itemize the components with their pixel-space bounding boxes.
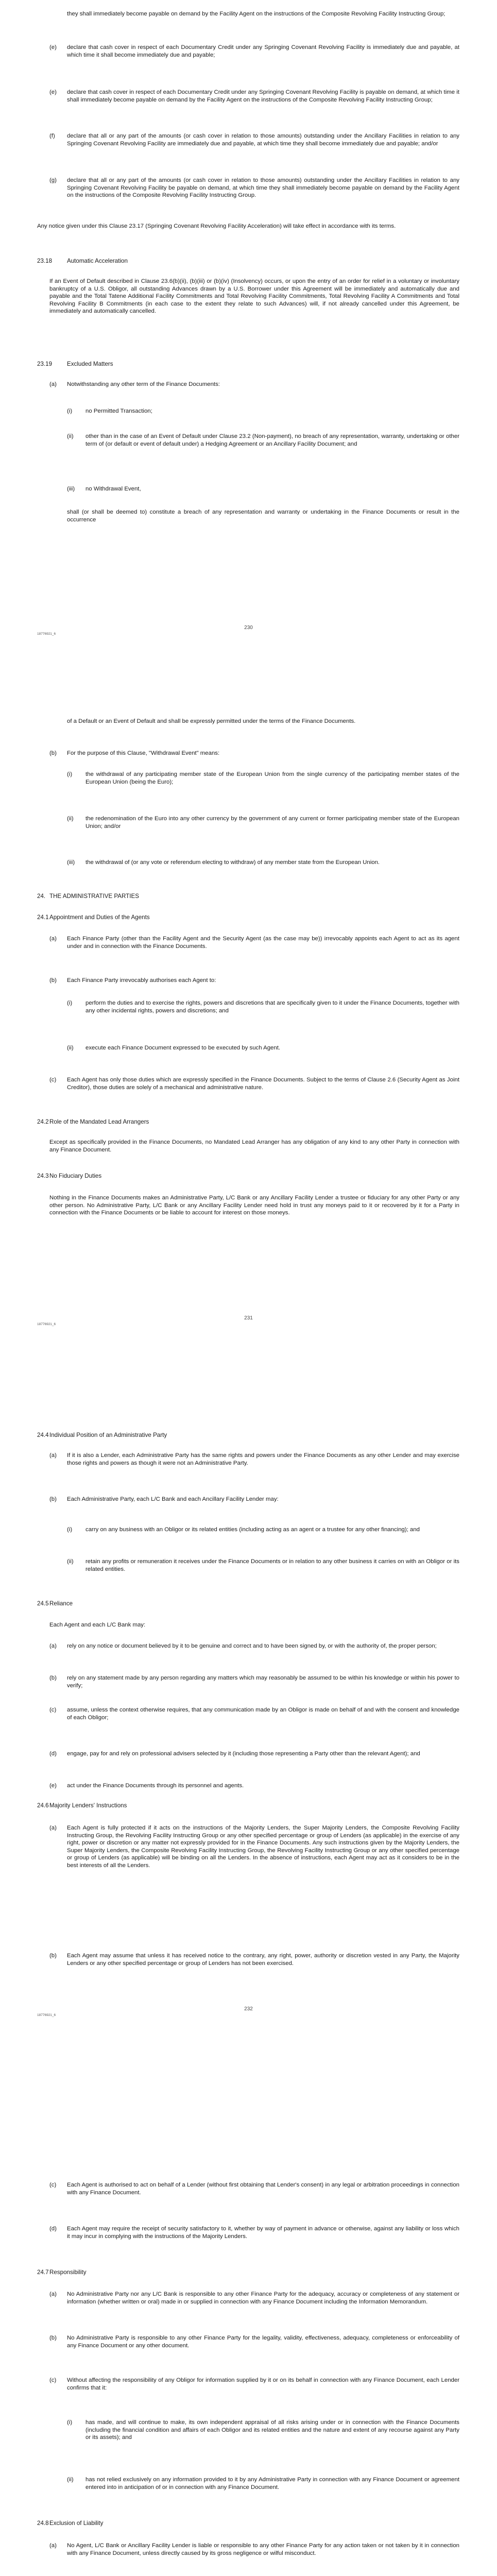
section-heading: 24.4	[37, 1432, 49, 1438]
item-label: (b)	[49, 2335, 57, 2341]
item-label: (e)	[49, 89, 57, 95]
document-reference: 18776921_6	[37, 1323, 56, 1326]
section-heading: 23.19	[37, 361, 53, 367]
document-reference: 18776921_6	[37, 2013, 56, 2017]
item-label: (b)	[49, 1496, 57, 1502]
paragraph: Each Finance Party irrevocably authorises each Agent to:	[67, 977, 216, 984]
item-label: (ii)	[67, 1558, 74, 1565]
item-label: (b)	[49, 1953, 57, 1959]
paragraph: carry on any business with an Obligor or its related entities (including acting as an agent or a trustee for any other financing); and	[85, 1527, 420, 1533]
item-label: (f)	[49, 133, 55, 139]
paragraph: retain any profits or remuneration it receives under the Finance Documents or in relation to any other business it carries on with an Obligor or its related entities.	[85, 1558, 459, 1572]
paragraph: If an Event of Default described in Clause 23.6(b)(ii), (b)(iii) or (b)(iv) (Insolvency) occurs, or upon the entry of an order for relief in a voluntary or involuntary bankruptcy of a U.S. Obligor, all outstanding Advances drawn by a U.S. Borrower under this Agreement will be immediately and automatically due and payable and the Total Tatene Additional Facility Commitments and Total Revolving Facility Commitments, Total Revolving Facility A Commitments and Total Revolving Facility B Commitments (in each case to the extent they relate to such Advances) will, if not already cancelled under this Agreement, be immediately and automatically cancelled.	[49, 278, 459, 315]
section-heading: Responsibility	[49, 2269, 87, 2276]
item-label: (c)	[49, 1707, 57, 1713]
section-heading: 24.5	[37, 1600, 49, 1607]
item-label: (ii)	[67, 1045, 74, 1051]
section-heading: 24.2	[37, 1118, 49, 1125]
section-heading: Exclusion of Liability	[49, 2520, 104, 2527]
section-heading: 24.	[37, 893, 46, 900]
paragraph: has made, and will continue to make, its own independent appraisal of all risks arising under or in connection with the Finance Documents (including the financial condition and affairs of each Obligor and its related entities and the nature and extent of any recourse against any Party or its assets); and	[85, 2419, 459, 2441]
item-label: (c)	[49, 2377, 57, 2383]
paragraph: No Agent, L/C Bank or Ancillary Facility Lender is liable or responsible to any other Finance Party for any action taken or not taken by it in connection with any Finance Document, unless directly caused by its gross negligence or wilful misconduct.	[67, 2543, 459, 2556]
paragraph: Each Agent is authorised to act on behalf of a Lender (without first obtaining that Lender's consent) in any legal or arbitration proceedings in connection with any Finance Document.	[67, 2182, 459, 2196]
page-number: 232	[244, 2006, 253, 2012]
section-heading: 24.6	[37, 1802, 49, 1809]
item-label: (ii)	[67, 816, 74, 822]
paragraph: no Withdrawal Event,	[85, 486, 141, 492]
paragraph: Each Agent is fully protected if it acts on the instructions of the Majority Lenders, the Super Majority Lenders, the Composite Revolving Facility Instructing Group, the Revolving Facility Instructing Group or any other specified percentage or group of Lenders (as applicable) in the exercise of any right, power or discretion or any matter not expressly provided for in the Finance Documents. Any such instructions given by the Majority Lenders, the Super Majority Lenders, the Composite Revolving Facility Instructing Group, the Revolving Facility Instructing Group or any other specified percentage or group of Lenders (as applicable) will be binding on all the Lenders. In the absence of instructions, each Agent may act as it considers to be in the best interests of all the Lenders.	[67, 1825, 459, 1869]
paragraph: they shall immediately become payable on demand by the Facility Agent on the instructions of the Composite Revolving Facility Instructing Group;	[67, 11, 445, 17]
item-label: (iii)	[67, 486, 75, 492]
section-heading: No Fiduciary Duties	[49, 1173, 102, 1179]
paragraph: the withdrawal of (or any vote or referendum electing to withdraw) of any member state from the European Union.	[85, 859, 380, 866]
item-label: (b)	[49, 750, 57, 756]
paragraph: No Administrative Party is responsible to any other Finance Party for the legality, validity, effectiveness, adequacy, completeness or enforceability of any Finance Document or any other document.	[67, 2335, 459, 2349]
item-label: (c)	[49, 1077, 57, 1083]
item-label: (a)	[49, 1643, 57, 1649]
document-reference: 18776921_6	[37, 632, 56, 636]
item-label: (i)	[67, 1527, 73, 1533]
paragraph: Without affecting the responsibility of any Obligor for information supplied by it or on its behalf in connection with any Finance Document, each Lender confirms that it:	[67, 2377, 459, 2391]
item-label: (iii)	[67, 859, 75, 866]
item-label: (a)	[49, 1825, 57, 1831]
paragraph: act under the Finance Documents through its personnel and agents.	[67, 1783, 244, 1789]
item-label: (a)	[49, 381, 57, 387]
section-heading: Appointment and Duties of the Agents	[49, 914, 150, 921]
item-label: (g)	[49, 177, 57, 183]
paragraph: perform the duties and to exercise the rights, powers and discretions that are specifically given to it under the Finance Documents, together with any other incidental rights, powers and discretions; and	[85, 1000, 459, 1014]
item-label: (e)	[49, 1783, 57, 1789]
item-label: (b)	[49, 977, 57, 984]
paragraph: declare that all or any part of the amounts (or cash cover in relation to those amounts) outstanding under the Ancillary Facilities in relation to any Springing Covenant Revolving Facility are immediately due and payable, at which time they shall become immediately due and payable; and/or	[67, 133, 459, 147]
section-heading: Automatic Acceleration	[67, 258, 128, 264]
item-label: (i)	[67, 408, 73, 414]
section-heading: Individual Position of an Administrative Party	[49, 1432, 167, 1438]
item-label: (i)	[67, 2419, 73, 2426]
section-heading: Role of the Mandated Lead Arrangers	[49, 1118, 149, 1125]
item-label: (a)	[49, 1452, 57, 1459]
section-heading: 23.18	[37, 258, 53, 264]
paragraph: rely on any notice or document believed by it to be genuine and correct and to have been signed by, or with the authority of, the proper person;	[67, 1643, 437, 1649]
section-heading: 24.1	[37, 914, 49, 921]
page-number: 230	[244, 625, 253, 631]
item-label: (c)	[49, 2182, 57, 2188]
item-label: (ii)	[67, 433, 74, 439]
item-label: (d)	[49, 2226, 57, 2232]
paragraph: Each Finance Party (other than the Facility Agent and the Security Agent (as the case may be)) irrevocably appoints each Agent to act as its agent under and in connection with the Finance Documents.	[67, 936, 459, 950]
paragraph: no Permitted Transaction;	[85, 408, 152, 414]
paragraph: If it is also a Lender, each Administrative Party has the same rights and powers under the Finance Documents as any other Lender and may exercise those rights and powers as though it were not an Administrative Party.	[67, 1452, 459, 1466]
section-heading: THE ADMINISTRATIVE PARTIES	[49, 893, 139, 900]
paragraph: declare that cash cover in respect of each Documentary Credit under any Springing Covenant Revolving Facility is immediately due and payable, at which time it shall become immediately due and payable;	[67, 44, 459, 58]
section-heading: Excluded Matters	[67, 361, 113, 367]
section-heading: Majority Lenders' Instructions	[49, 1802, 127, 1809]
paragraph: Each Agent and each L/C Bank may:	[49, 1622, 146, 1628]
paragraph: has not relied exclusively on any information provided to it by any Administrative Party in connection with any Finance Document or agreement entered into in anticipation of or in connection with any Finance Document.	[85, 2477, 459, 2490]
paragraph: Each Agent may require the receipt of security satisfactory to it, whether by way of payment in advance or otherwise, against any liability or loss which it may incur in complying with the instructions of the Majority Lenders.	[67, 2226, 459, 2240]
paragraph: Except as specifically provided in the Finance Documents, no Mandated Lead Arranger has any obligation of any kind to any other Party in connection with any Finance Document.	[49, 1139, 459, 1153]
paragraph: the redenomination of the Euro into any other currency by the government of any current or former participating member state of the European Union; and/or	[85, 816, 459, 829]
item-label: (b)	[49, 1675, 57, 1681]
section-heading: 24.8	[37, 2520, 49, 2527]
paragraph: rely on any statement made by any person regarding any matters which may reasonably be assumed to be within his knowledge or within his power to verify;	[67, 1675, 459, 1689]
section-heading: 24.3	[37, 1173, 49, 1179]
paragraph: assume, unless the context otherwise requires, that any communication made by an Obligor is made on behalf of and with the consent and knowledge of each Obligor;	[67, 1707, 459, 1721]
paragraph: Each Agent may assume that unless it has received notice to the contrary, any right, power, authority or discretion vested in any Party, the Majority Lenders or any other specified percentage or group of Lenders has not been exercised.	[67, 1953, 459, 1967]
item-label: (a)	[49, 2543, 57, 2549]
paragraph: Nothing in the Finance Documents makes an Administrative Party, L/C Bank or any Ancillary Facility Lender a trustee or fiduciary for any other Party or any other person. No Administrative Party, L/C Bank or any Ancillary Facility Lender need hold in trust any moneys paid to it or recovered by it for a Party in connection with the Finance Documents or be liable to account for interest on those moneys.	[49, 1195, 459, 1216]
paragraph: other than in the case of an Event of Default under Clause 23.2 (Non-payment), no breach of any representation, warranty, undertaking or other term of (or default or event of default under) a Hedging Agreement or an Ancillary Facility Document; and	[85, 433, 459, 447]
paragraph: declare that all or any part of the amounts (or cash cover in relation to those amounts) outstanding under the Ancillary Facilities in relation to any Springing Covenant Revolving Facility be payable on demand, at which time they shall immediately become payable on demand by the Facility Agent on the instructions of the Composite Revolving Facility Instructing Group.	[67, 177, 459, 199]
paragraph: Each Administrative Party, each L/C Bank and each Ancillary Facility Lender may:	[67, 1496, 279, 1502]
paragraph: engage, pay for and rely on professional advisers selected by it (including those representing a Party other than the relevant Agent); and	[67, 1751, 420, 1757]
paragraph: Notwithstanding any other term of the Finance Documents:	[67, 381, 220, 387]
item-label: (d)	[49, 1751, 57, 1757]
item-label: (i)	[67, 1000, 73, 1006]
paragraph: No Administrative Party nor any L/C Bank is responsible to any other Finance Party for the adequacy, accuracy or completeness of any statement or information (whether written or oral) made in or supplied in connection with any Finance Document including the Information Memorandum.	[67, 2291, 459, 2305]
paragraph: execute each Finance Document expressed to be executed by such Agent.	[85, 1045, 281, 1051]
item-label: (i)	[67, 771, 73, 777]
item-label: (a)	[49, 2291, 57, 2297]
item-label: (a)	[49, 936, 57, 942]
paragraph: Each Agent has only those duties which are expressly specified in the Finance Documents. Subject to the terms of Clause 2.6 (Security Agent as Joint Creditor), those duties are solely of a mechanical and administrative nature.	[67, 1077, 459, 1091]
page-number: 231	[244, 1315, 253, 1321]
item-label: (ii)	[67, 2477, 74, 2483]
item-label: (e)	[49, 44, 57, 50]
paragraph: For the purpose of this Clause, "Withdrawal Event" means:	[67, 750, 220, 756]
paragraph: the withdrawal of any participating member state of the European Union from the single currency of the participating member states of the European Union (being the Euro);	[85, 771, 459, 785]
section-heading: Reliance	[49, 1600, 73, 1607]
paragraph: of a Default or an Event of Default and shall be expressly permitted under the terms of the Finance Documents.	[67, 718, 356, 724]
section-heading: 24.7	[37, 2269, 49, 2276]
paragraph: Any notice given under this Clause 23.17 (Springing Covenant Revolving Facility Acceleration) will take effect in accordance with its terms.	[37, 223, 396, 229]
paragraph: shall (or shall be deemed to) constitute a breach of any representation and warranty or undertaking in the Finance Documents or result in the occurrence	[67, 509, 459, 523]
paragraph: declare that cash cover in respect of each Documentary Credit under any Springing Covenant Revolving Facility is payable on demand, at which time it shall immediately become payable on demand by the Facility Agent on the instructions of the Composite Revolving Facility Instructing Group;	[67, 89, 459, 103]
